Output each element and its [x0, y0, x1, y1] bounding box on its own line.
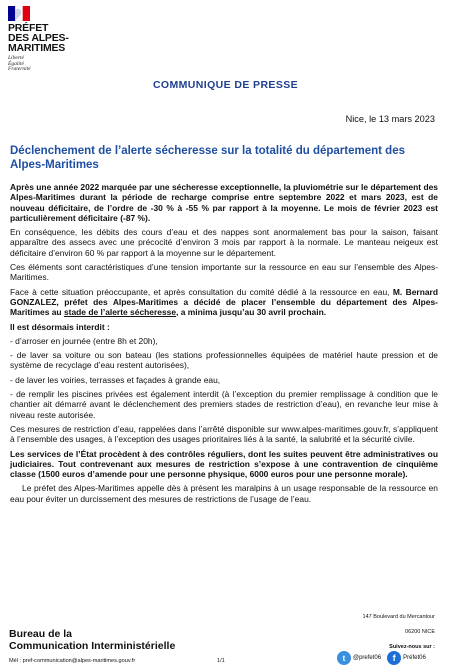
- prefet-name: PRÉFET DES ALPES- MARITIMES: [8, 22, 69, 54]
- twitter-icon[interactable]: t: [337, 651, 351, 665]
- bureau-name: Bureau de la Communication Interministérielle: [9, 628, 176, 652]
- facebook-icon[interactable]: f: [387, 651, 401, 665]
- social-links: [337, 651, 432, 665]
- twitter-handle[interactable]: @prefet06: [353, 655, 382, 661]
- paragraph-decision: Face à cette situation préoccupante, et après consultation du comité dédié à la ressource en eau, M. Bernard GONZALEZ, préfet des Alpes-Maritimes a décidé de placer l’ensemble du département des Alpes-Maritimes au stade de l’alerte sécheresse, a minima jusqu’au 30 avril prochain.: [10, 286, 438, 318]
- email-contact[interactable]: Mél : pref-communication@alpes-maritimes.gouv.fr: [9, 658, 136, 664]
- paragraph-appeal: Le préfet des Alpes-Maritimes appelle dès à présent les maralpins à un usage responsable de la ressource en eau pour éviter un durcissement des mesures de restrictions de l’usage de l’eau.: [10, 483, 438, 504]
- list-item: - de remplir les piscines privées est également interdit (à l’exception du premier remplissage à condition que le chantier ait démarré avant le déclenchement des premiers stades de restriction d’eau), en revanche leur mise à niveau reste autorisée.: [10, 389, 438, 420]
- paragraph-consequences: En conséquence, les débits des cours d’eau et des nappes sont anormalement bas pour la saison, faisant apparaître des assecs avec une précocité d’environ 3 mois par rapport à la normale. Le manteau neigeux est déficitaire d’environ 60 % par rapport à la moyenne sur le département.: [10, 227, 438, 258]
- prefecture-header: [8, 6, 88, 73]
- paragraph-controls: Les services de l’État procèdent à des contrôles réguliers, dont les suites peuvent être administratives ou judiciaires. Tout contrevenant aux mesures de restriction s’expose à une contravention de cinquième classe (1500 euros d’amende pour une personne physique, 6000 euros pour une personne morale).: [10, 448, 438, 480]
- intro-paragraph: Après une année 2022 marquée par une sécheresse exceptionnelle, la pluviométrie sur le département des Alpes-Maritimes durant la période de recharge comprise entre septembre 2022 et mars 2023, est de nouveau déficitaire, de l’ordre de -30 % à -55 % par rapport à la moyenne. Le mois de février 2023 est particulièrement déficitaire (-87 %).: [10, 182, 438, 223]
- address-block: 147 Boulevard du Mercantour 06200 NICE Suivez-nous sur :: [362, 614, 435, 650]
- list-item: - d’arroser en journée (entre 8h et 20h),: [10, 335, 158, 346]
- page-number: 1/1: [217, 658, 225, 664]
- interdit-heading: Il est désormais interdit :: [10, 321, 110, 332]
- marianne-logo-icon: [8, 6, 30, 21]
- page-title: Déclenchement de l’alerte sécheresse sur la totalité du département des Alpes-Maritimes: [10, 145, 405, 171]
- facebook-handle[interactable]: Préfet06: [403, 655, 426, 661]
- communique-title: COMMUNIQUE DE PRESSE: [152, 79, 299, 91]
- paragraph-measures: Ces mesures de restriction d’eau, rappelées dans l’arrêté disponible sur www.alpes-maritimes.gouv.fr, s’appliquent à l’ensemble des usages, à l’exception des usages prioritaires liés à la santé, la salubrité et la sécurité civile.: [10, 423, 438, 445]
- body-text: [10, 182, 438, 508]
- list-item: - de laver les voiries, terrasses et façades à grande eau,: [10, 374, 221, 385]
- paragraph-tension: Ces éléments sont caractéristiques d’une tension importante sur la ressource en eau sur l’ensemble des Alpes-Maritimes.: [10, 262, 438, 283]
- devise: Liberté Égalité Fraternité: [8, 55, 31, 73]
- list-item: - de laver sa voiture ou son bateau (les stations professionnelles équipées de matériel haute pression et de système de recyclage d’eau restent autorisées),: [10, 350, 438, 371]
- date: Nice, le 13 mars 2023: [345, 114, 435, 124]
